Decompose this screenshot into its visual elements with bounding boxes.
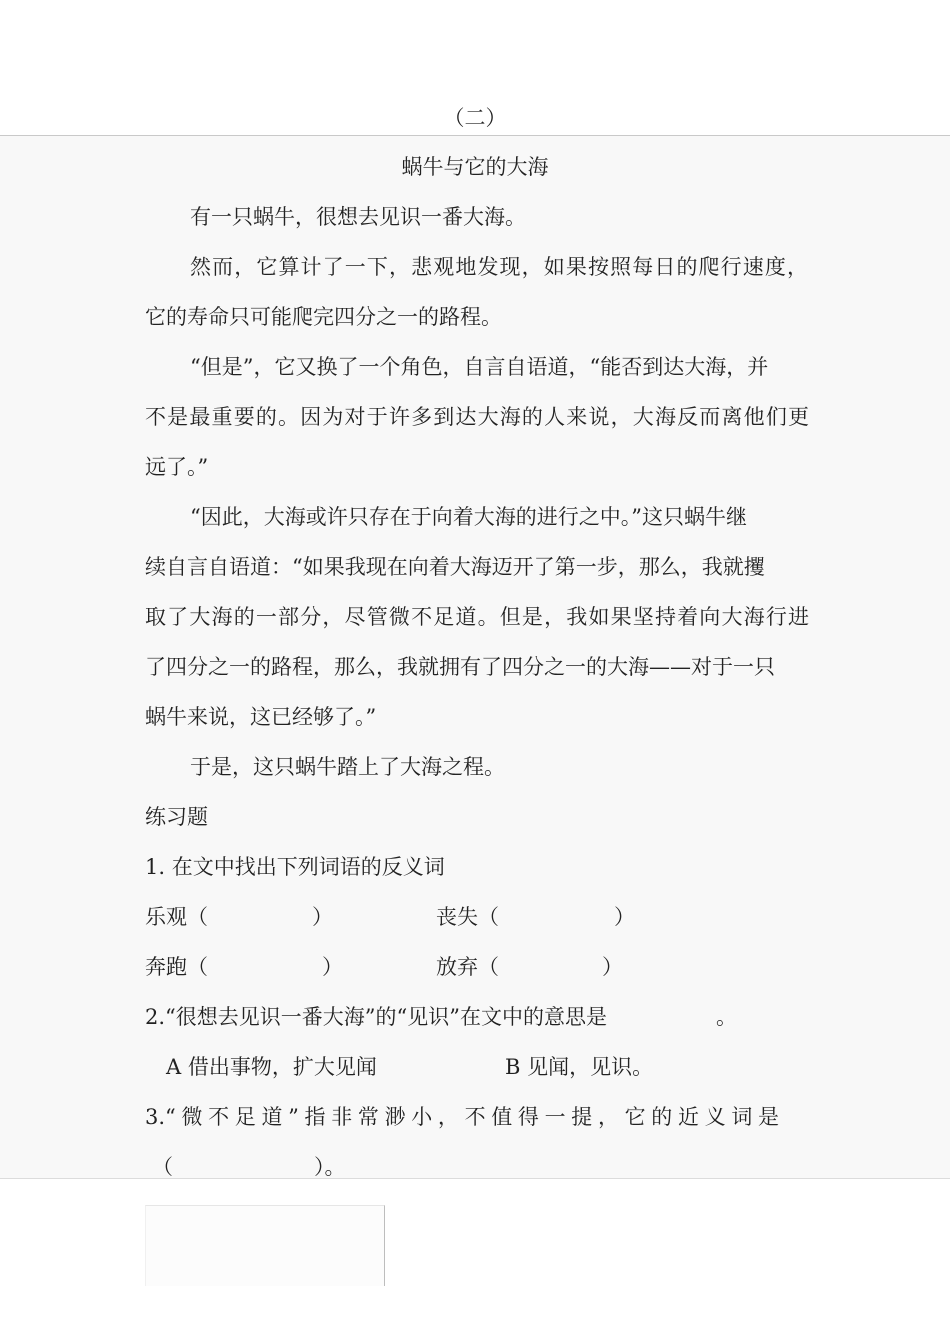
question-1-prompt: 1. 在文中找出下列词语的反义词 <box>145 855 445 879</box>
paragraph-3-line-1: “但是”，它又换了一个角色，自言自语道，“能否到达大海，并 <box>190 355 769 379</box>
paragraph-3-line-2: 不是最重要的。因为对于许多到达大海的人来说，大海反而离他们更 <box>145 405 809 429</box>
paragraph-4-line-1: “因此，大海或许只存在于向着大海的进行之中。”这只蜗牛继 <box>190 505 747 529</box>
section-label: （二） <box>443 106 507 130</box>
q1-word-2: 丧失（ <box>436 905 499 929</box>
exercises-heading: 练习题 <box>145 805 208 829</box>
q1-word-2-close: ） <box>614 905 635 929</box>
paragraph-5: 于是，这只蜗牛踏上了大海之程。 <box>190 755 505 779</box>
question-3-answer-close: ）。 <box>314 1155 346 1179</box>
paragraph-2-line-2: 它的寿命只可能爬完四分之一的路程。 <box>145 305 502 329</box>
paragraph-2-line-1: 然而，它算计了一下，悲观地发现，如果按照每日的爬行速度， <box>190 255 808 279</box>
q1-word-4-close: ） <box>602 955 623 979</box>
paragraph-4-line-2: 续自言自语道：“如果我现在向着大海迈开了第一步，那么，我就攫 <box>145 555 765 579</box>
paragraph-4-line-3: 取了大海的一部分，尽管微不足道。但是，我如果坚持着向大海行进 <box>145 605 809 629</box>
question-2-prompt: 2.“很想去见识一番大海”的“见识”在文中的意思是 <box>145 1005 607 1029</box>
question-2-option-a: A 借出事物，扩大见闻 <box>166 1055 377 1079</box>
paragraph-4-line-5: 蜗牛来说，这已经够了。” <box>145 705 377 729</box>
q1-word-4: 放弃（ <box>436 955 499 979</box>
passage-title: 蜗牛与它的大海 <box>401 155 549 179</box>
blank-answer-box <box>145 1205 385 1286</box>
question-3-prompt: 3.“微不足道”指非常渺小，不值得一提，它的近义词是 <box>145 1105 779 1129</box>
q1-word-1-close: ） <box>312 905 333 929</box>
question-2-end: 。 <box>716 1005 737 1029</box>
paragraph-3-line-3: 远了。” <box>145 455 209 479</box>
paragraph-1: 有一只蜗牛，很想去见识一番大海。 <box>190 205 526 229</box>
paragraph-4-line-4: 了四分之一的路程，那么，我就拥有了四分之一的大海——对于一只 <box>145 655 775 679</box>
question-2-option-b: B 见闻，见识。 <box>505 1055 654 1079</box>
q1-word-1: 乐观（ <box>145 905 208 929</box>
q1-word-3: 奔跑（ <box>145 955 208 979</box>
question-3-answer-open: （ <box>152 1155 173 1179</box>
q1-word-3-close: ） <box>322 955 343 979</box>
